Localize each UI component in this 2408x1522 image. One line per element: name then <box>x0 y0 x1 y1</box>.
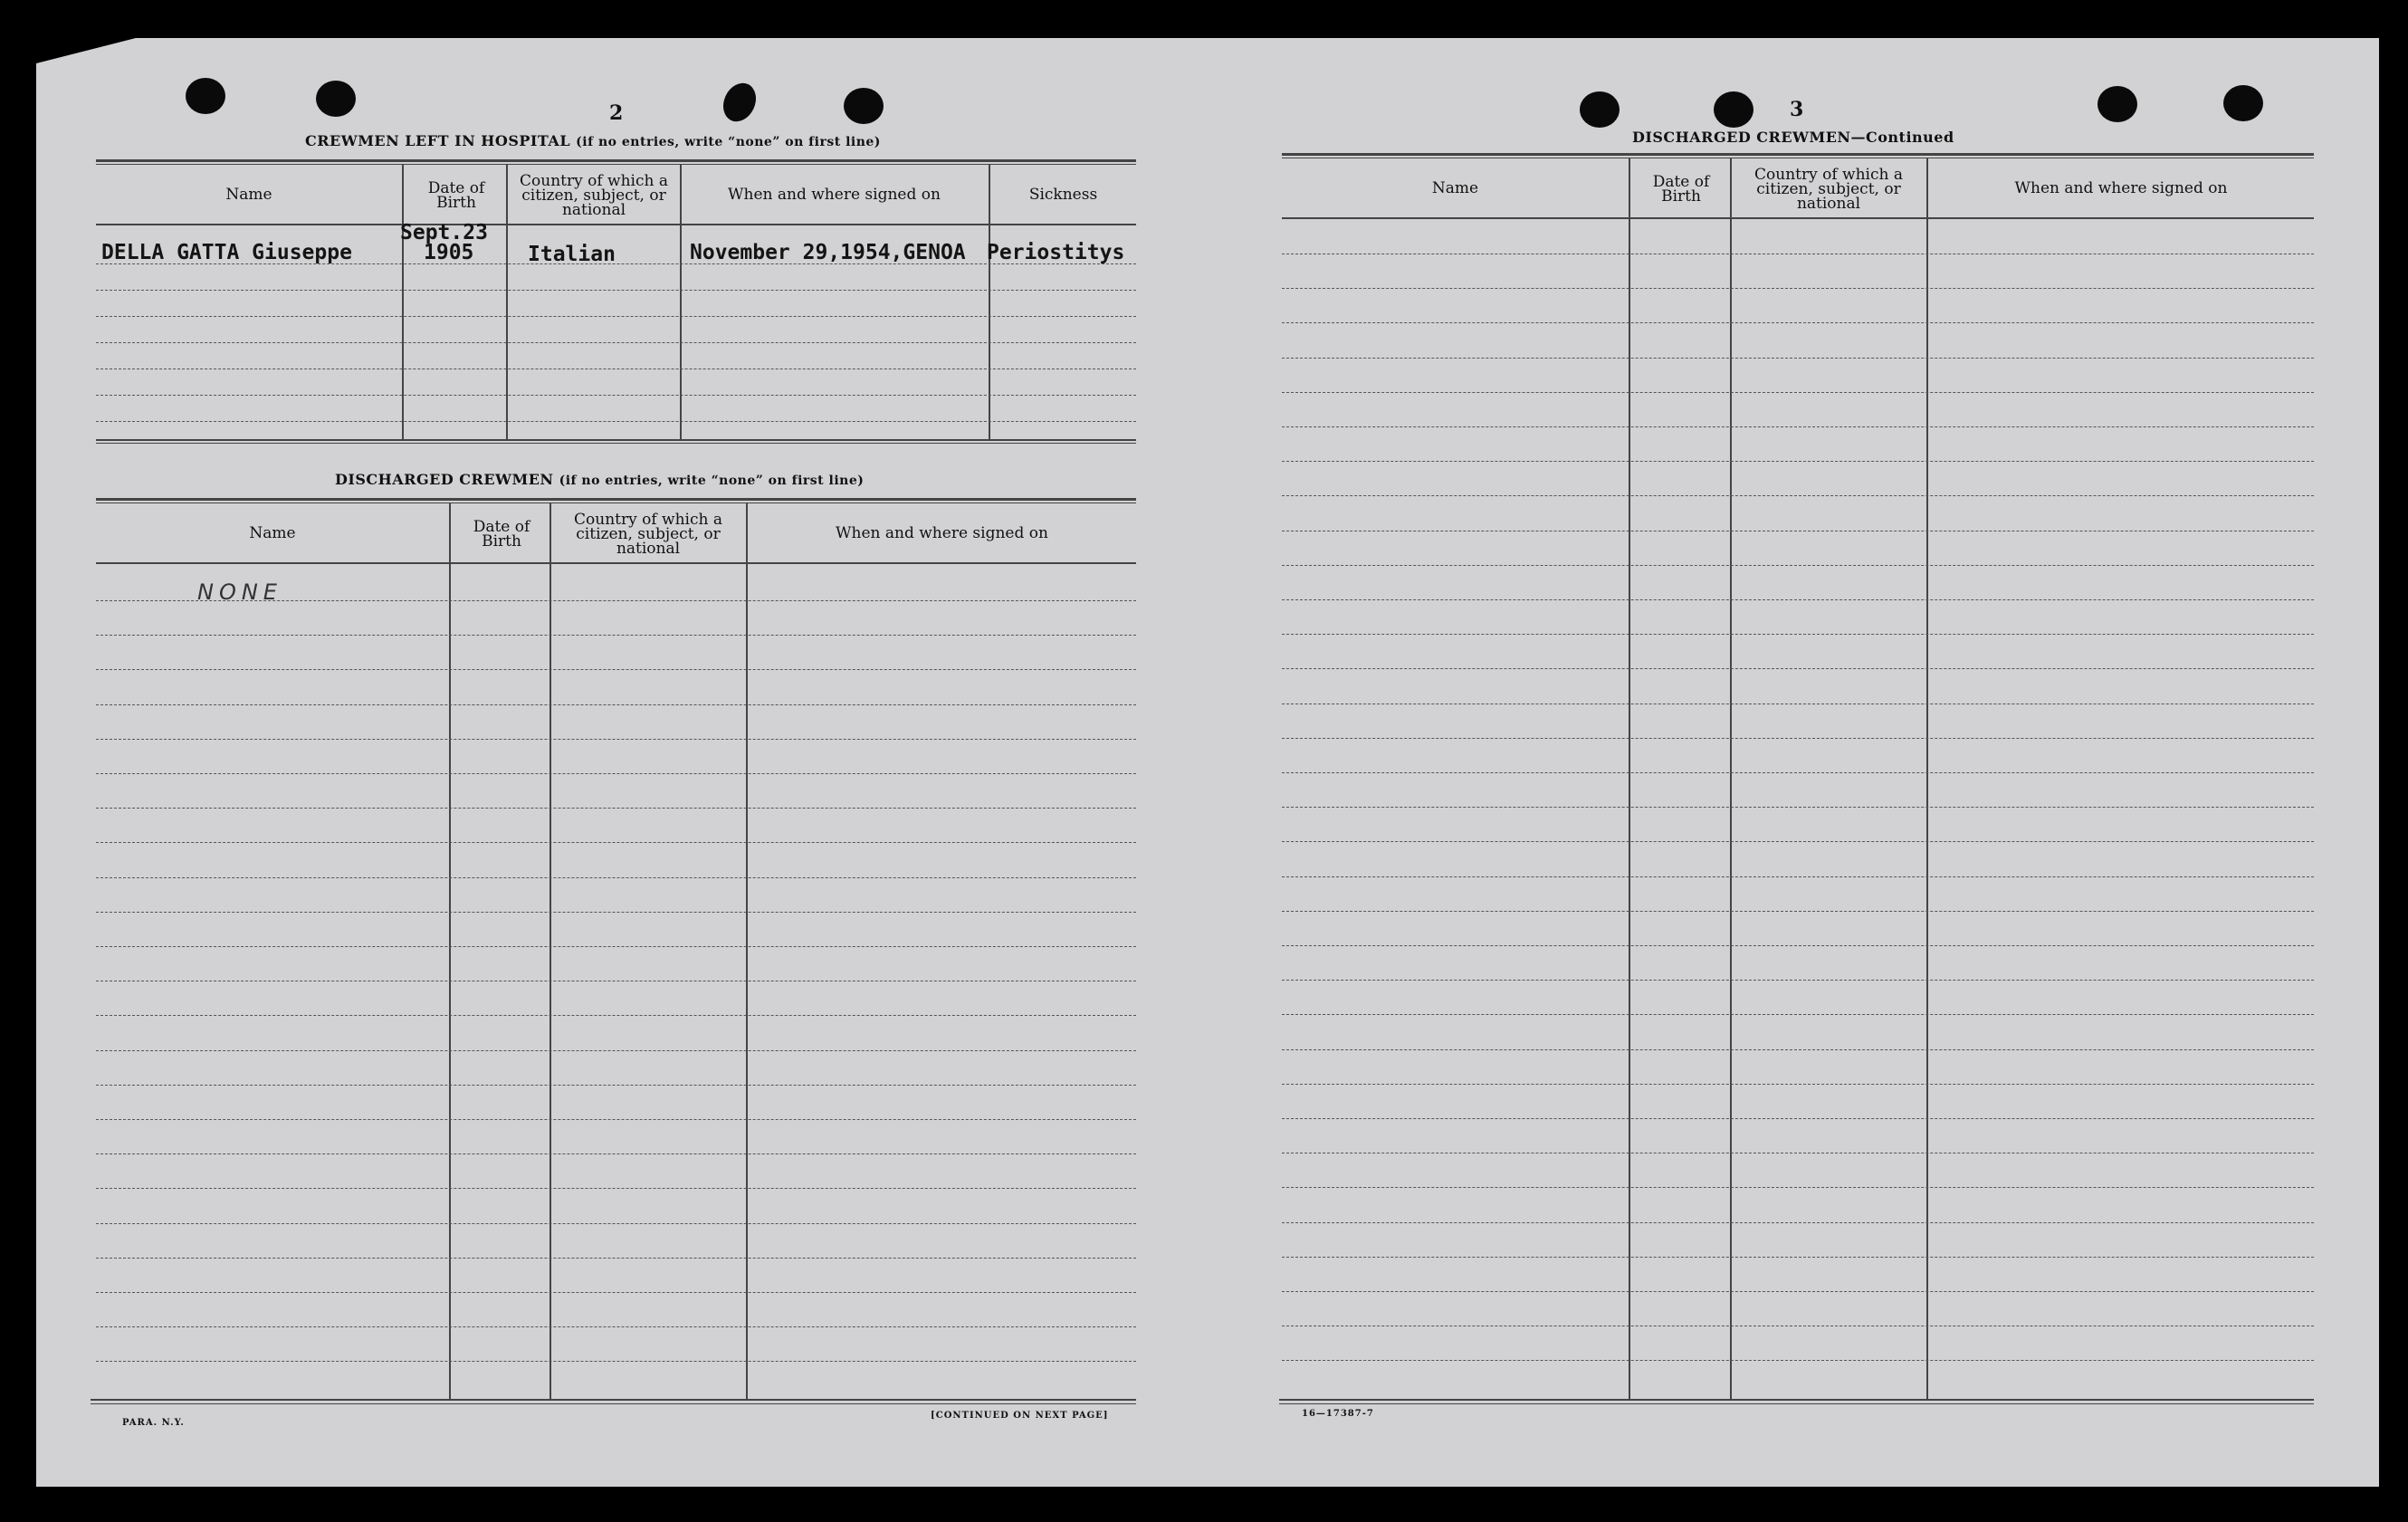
ruled-line <box>96 1119 1136 1120</box>
table-bottom-rule <box>96 439 1136 441</box>
column-divider <box>1730 158 1732 1401</box>
header-bottom-rule <box>96 562 1136 564</box>
ruled-line <box>1282 668 2314 669</box>
ruled-line <box>1282 738 2314 739</box>
column-header-country: Country of which a citizen, subject, or national <box>574 511 722 558</box>
ruled-line <box>1282 358 2314 359</box>
ruled-line <box>96 421 1136 422</box>
page-number: 3 <box>1790 98 1804 121</box>
ruled-line <box>96 342 1136 343</box>
footer-printer-mark: PARA. N.Y. <box>122 1418 185 1428</box>
ruled-line <box>96 1050 1136 1051</box>
ruled-line <box>1282 288 2314 289</box>
ruled-line <box>1282 461 2314 462</box>
ruled-line <box>1282 807 2314 808</box>
ruled-line <box>1282 392 2314 393</box>
ruled-line <box>96 946 1136 947</box>
column-divider <box>746 503 748 1400</box>
ruled-line <box>96 290 1136 291</box>
column-header-signed-on: When and where signed on <box>728 185 941 204</box>
punch-hole <box>2223 85 2263 121</box>
punch-hole <box>844 88 884 124</box>
ruled-line <box>96 1085 1136 1086</box>
ruled-line <box>96 1361 1136 1362</box>
ruled-line <box>96 808 1136 809</box>
column-header-country: Country of which a citizen, subject, or national <box>520 172 668 219</box>
column-header-date-of-birth: Date of Birth <box>427 179 485 212</box>
ruled-line <box>96 1153 1136 1154</box>
hospital-entry-name: DELLA GATTA Giuseppe <box>101 241 352 264</box>
punch-hole <box>186 78 225 114</box>
column-divider <box>506 165 508 441</box>
ruled-line <box>1282 322 2314 323</box>
ruled-line <box>96 635 1136 636</box>
ruled-line <box>96 1258 1136 1259</box>
table-bottom-rule <box>96 443 1136 444</box>
punch-hole <box>1580 91 1620 128</box>
table-top-rule <box>96 159 1136 162</box>
ruled-line <box>96 1326 1136 1327</box>
column-divider <box>449 503 451 1400</box>
punch-hole <box>316 81 356 117</box>
ruled-line <box>1282 911 2314 912</box>
column-divider <box>549 503 551 1400</box>
ruled-line <box>1282 634 2314 635</box>
hospital-title-text: CREWMEN LEFT IN HOSPITAL <box>305 132 571 149</box>
hospital-section-title <box>305 132 881 149</box>
ruled-line <box>96 600 1136 601</box>
ruled-line <box>1282 1084 2314 1085</box>
table-top-rule <box>1282 153 2314 156</box>
column-divider <box>402 165 404 441</box>
column-divider <box>1629 158 1630 1401</box>
ruled-line <box>1282 1014 2314 1015</box>
ruled-line <box>1282 1187 2314 1188</box>
footer-continued-note: [CONTINUED ON NEXT PAGE] <box>931 1411 1109 1421</box>
column-header-signed-on: When and where signed on <box>2014 178 2228 197</box>
hospital-title-note: (if no entries, write “none” on first line) <box>576 135 881 149</box>
ruled-line <box>96 773 1136 774</box>
header-bottom-rule <box>1282 217 2314 219</box>
ruled-line <box>96 1188 1136 1189</box>
ruled-line <box>96 669 1136 670</box>
ruled-line <box>1282 1222 2314 1223</box>
table-bottom-rule <box>91 1403 1136 1404</box>
page-number: 2 <box>609 101 624 125</box>
ruled-line <box>96 704 1136 705</box>
ruled-line <box>96 316 1136 317</box>
column-header-date-of-birth: Date of Birth <box>1652 173 1710 206</box>
table-bottom-rule <box>91 1399 1136 1401</box>
ruled-line <box>96 842 1136 843</box>
ruled-line <box>96 395 1136 396</box>
ruled-line <box>96 739 1136 740</box>
handwritten-none-entry: NONE <box>197 579 282 605</box>
hospital-entry-sickness: Periostitys <box>987 241 1125 264</box>
ruled-line <box>96 877 1136 878</box>
discharged-continued-title: DISCHARGED CREWMEN—Continued <box>1632 129 1954 146</box>
hospital-entry-birth-year: 1905 <box>424 241 474 264</box>
ruled-line <box>1282 565 2314 566</box>
ruled-line <box>96 263 1136 264</box>
column-header-name: Name <box>1431 178 1479 197</box>
ruled-line <box>1282 945 2314 946</box>
column-header-name: Name <box>225 185 272 204</box>
ruled-line <box>96 1292 1136 1293</box>
punch-hole <box>2097 86 2137 122</box>
column-header-sickness: Sickness <box>1028 185 1098 204</box>
document-page <box>36 38 2379 1487</box>
ruled-line <box>96 1015 1136 1016</box>
discharged-title-text: DISCHARGED CREWMEN <box>335 471 554 488</box>
ruled-line <box>1282 772 2314 773</box>
table-top-rule <box>96 498 1136 501</box>
header-bottom-rule <box>96 224 1136 225</box>
ruled-line <box>1282 841 2314 842</box>
table-bottom-rule <box>1279 1403 2314 1404</box>
ruled-line <box>1282 1049 2314 1050</box>
discharged-section-title <box>335 471 864 488</box>
column-header-name: Name <box>249 523 296 542</box>
ruled-line <box>1282 1257 2314 1258</box>
footer-form-code: 16—17387-7 <box>1302 1409 1374 1419</box>
ruled-line <box>96 1223 1136 1224</box>
hospital-entry-birth-date: Sept.23 <box>400 221 488 244</box>
column-header-date-of-birth: Date of Birth <box>473 518 530 550</box>
ruled-line <box>1282 426 2314 427</box>
ruled-line <box>1282 495 2314 496</box>
column-header-signed-on: When and where signed on <box>836 523 1048 542</box>
hospital-entry-country: Italian <box>528 243 616 266</box>
ruled-line <box>96 912 1136 913</box>
ruled-line <box>1282 1291 2314 1292</box>
column-divider <box>1926 158 1928 1401</box>
table-bottom-rule <box>1279 1399 2314 1401</box>
column-header-country: Country of which a citizen, subject, or national <box>1754 166 1903 213</box>
discharged-title-note: (if no entries, write “none” on first line) <box>559 474 865 488</box>
ruled-line <box>1282 876 2314 877</box>
ruled-line <box>1282 980 2314 981</box>
punch-hole <box>1714 91 1753 128</box>
ruled-line <box>1282 1118 2314 1119</box>
ruled-line <box>1282 1360 2314 1361</box>
hospital-entry-signed-on: November 29,1954,GENOA <box>690 241 966 264</box>
ruled-line <box>1282 599 2314 600</box>
